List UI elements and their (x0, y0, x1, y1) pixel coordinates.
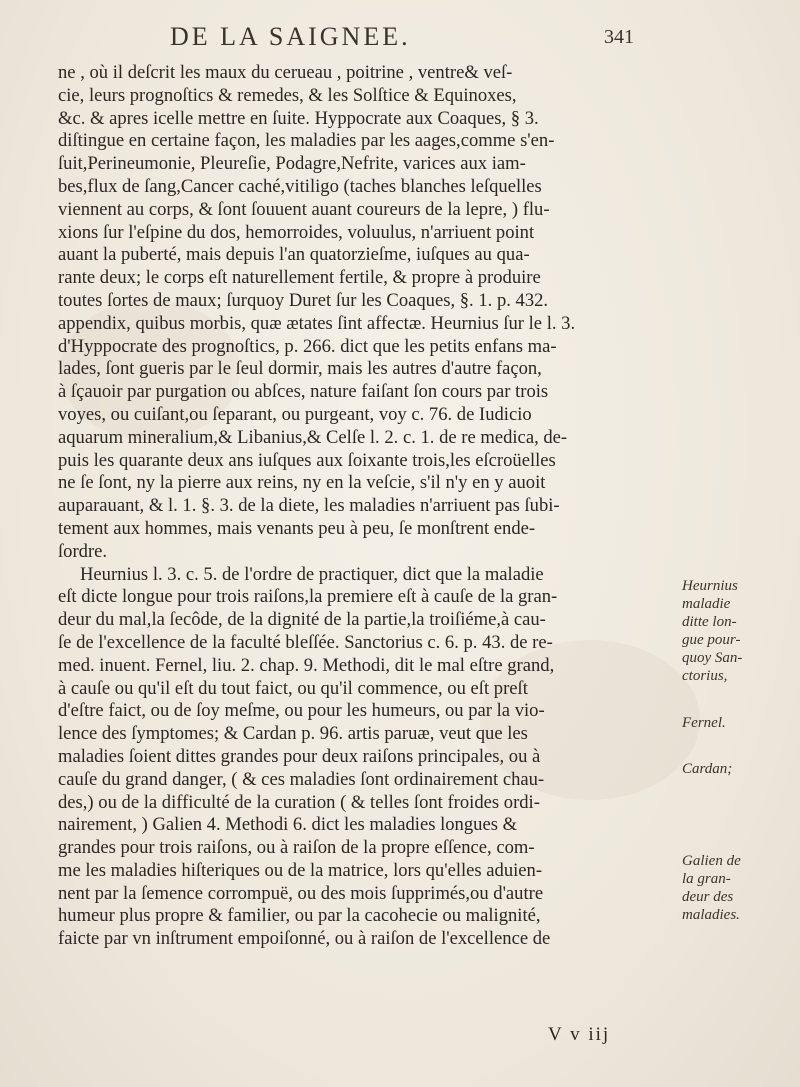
text-line: puis les quarante deux ans iuſques aux ſoixante trois,les eſcroüelles (58, 449, 556, 471)
text-line: tement aux hommes, mais venants peu à peu, ſe monſtrent ende- (58, 517, 536, 539)
text-line: aquarum mineralium,& Libanius,& Celſe l. 2. c. 1. de re medica, de- (58, 426, 568, 448)
text-line: ſe de l'excellence de la faculté bleſſée. Sanctorius c. 6. p. 43. de re- (58, 631, 553, 653)
margin-note-line: Galien de (682, 853, 741, 869)
text-line: diſtingue en certaine façon, les maladies par les aages,comme s'en- (58, 130, 555, 152)
text-line: cauſe du grand danger, ( & ces maladies ſont ordinairement chau- (58, 768, 545, 790)
running-head: DE LA SAIGNEE. (170, 22, 411, 51)
text-line: ſuit,Perineumonie, Pleureſie, Podagre,Nefrite, varices aux iam- (58, 153, 526, 175)
text-line: humeur plus propre & familier, ou par la cacohecie ou malignité, (58, 905, 541, 927)
text-line: deur du mal,la ſecôde, de la dignité de la partie,la troiſiéme,à cau- (58, 609, 546, 631)
margin-note-cardan (682, 760, 794, 778)
margin-note-line: ditte lon- (682, 614, 737, 630)
body-text (58, 62, 678, 951)
margin-note-line: gue pour- (682, 632, 741, 648)
margin-note-heurnius (682, 577, 794, 685)
margin-note-line: deur des (682, 889, 734, 905)
text-line: lades, ſont gueris par le ſeul dormir, mais les autres d'autre façon, (58, 358, 542, 380)
text-line: auant la puberté, mais depuis l'an quatorzieſme, iuſques au qua- (58, 244, 530, 266)
text-line: &c. & apres icelle mettre en ſuite. Hyppocrate aux Coaques, § 3. (58, 107, 539, 129)
margin-note-line: ctorius, (682, 668, 728, 684)
text-line: ſordre. (58, 540, 108, 562)
text-line: ne ſe ſont, ny la pierre aux reins, ny en la veſcie, s'il n'y en y auoit (58, 472, 546, 494)
text-line: eſt dicte longue pour trois raiſons,la premiere eſt à cauſe de la gran- (58, 586, 558, 608)
text-line: toutes ſortes de maux; ſurquoy Duret ſur les Coaques, §. 1. p. 432. (58, 289, 549, 311)
text-line: voyes, ou cuiſant,ou ſeparant, ou purgeant, voy c. 76. de Iudicio (58, 403, 532, 425)
text-line: nairement, ) Galien 4. Methodi 6. dict les maladies longues & (58, 814, 518, 836)
text-line: grandes pour trois raiſons, ou à raiſon de la propre eſſence, com- (58, 837, 535, 859)
page-number: 341 (604, 26, 634, 48)
text-line: maladies ſoient dittes grandes pour deux raiſons principales, ou à (58, 745, 541, 767)
text-line: lence des ſymptomes; & Cardan p. 96. artis paruæ, veut que les (58, 723, 528, 745)
margin-note-line: Heurnius (682, 578, 738, 594)
text-line: des,) ou de la difficulté de la curation ( & telles ſont froides ordi- (58, 791, 540, 813)
text-line: me les maladies hiſteriques ou de la matrice, lors qu'elles aduien- (58, 859, 543, 881)
text-line: faicte par vn inſtrument empoiſonné, ou à raiſon de l'excellence de (58, 928, 551, 950)
page-header (0, 22, 800, 62)
text-line: rante deux; le corps eſt naturellement fertile, & propre à produire (58, 267, 541, 289)
margin-note-line: maladie (682, 596, 731, 612)
margin-note-line: Cardan; (682, 761, 733, 777)
text-line: cie, leurs prognoſtics & remedes, & les Solſtice & Equinoxes, (58, 84, 517, 106)
text-line: d'eſtre faict, ou de ſoy meſme, ou pour les humeurs, ou par la vio- (58, 700, 545, 722)
text-line: à cauſe ou qu'il eſt du tout faict, ou qu'il commence, ou eſt preſt (58, 677, 528, 699)
text-line: bes,flux de ſang,Cancer caché,vitiligo (taches blanches leſquelles (58, 175, 542, 197)
margin-note-line: la gran- (682, 871, 731, 887)
margin-note-line: quoy San- (682, 650, 743, 666)
text-line: nent par la ſemence corrompuë, ou des mois ſupprimés,ou d'autre (58, 882, 544, 904)
text-line: xions ſur l'eſpine du dos, hemorroides, voluulus, n'arriuent point (58, 221, 535, 243)
text-line: ne , où il deſcrit les maux du cerueau , poitrine , ventre& veſ- (58, 62, 513, 83)
text-line: med. inuent. Fernel, liu. 2. chap. 9. Methodi, dit le mal eſtre grand, (58, 654, 555, 676)
text-line: appendix, quibus morbis, quæ ætates ſint affectæ. Heurnius ſur le l. 3. (58, 312, 576, 334)
margin-note-line: Fernel. (682, 715, 726, 731)
text-line: à ſçauoir par purgation ou abſces, nature faiſant ſon cours par trois (58, 381, 549, 403)
margin-note-fernel (682, 714, 794, 732)
text-line: viennent au corps, & ſont ſouuent auant coureurs de la lepre, ) flu- (58, 198, 550, 220)
text-line: auparauant, & l. 1. §. 3. de la diete, les maladies n'arriuent pas ſubi- (58, 495, 560, 517)
margin-note-line: maladies. (682, 907, 740, 923)
signature-mark: V v iij (548, 1024, 611, 1045)
text-line: Heurnius l. 3. c. 5. de l'ordre de practiquer, dict que la maladie (80, 563, 544, 585)
margin-note-galien (682, 852, 794, 924)
text-line: d'Hyppocrate des prognoſtics, p. 266. dict que les petits enfans ma- (58, 335, 557, 357)
